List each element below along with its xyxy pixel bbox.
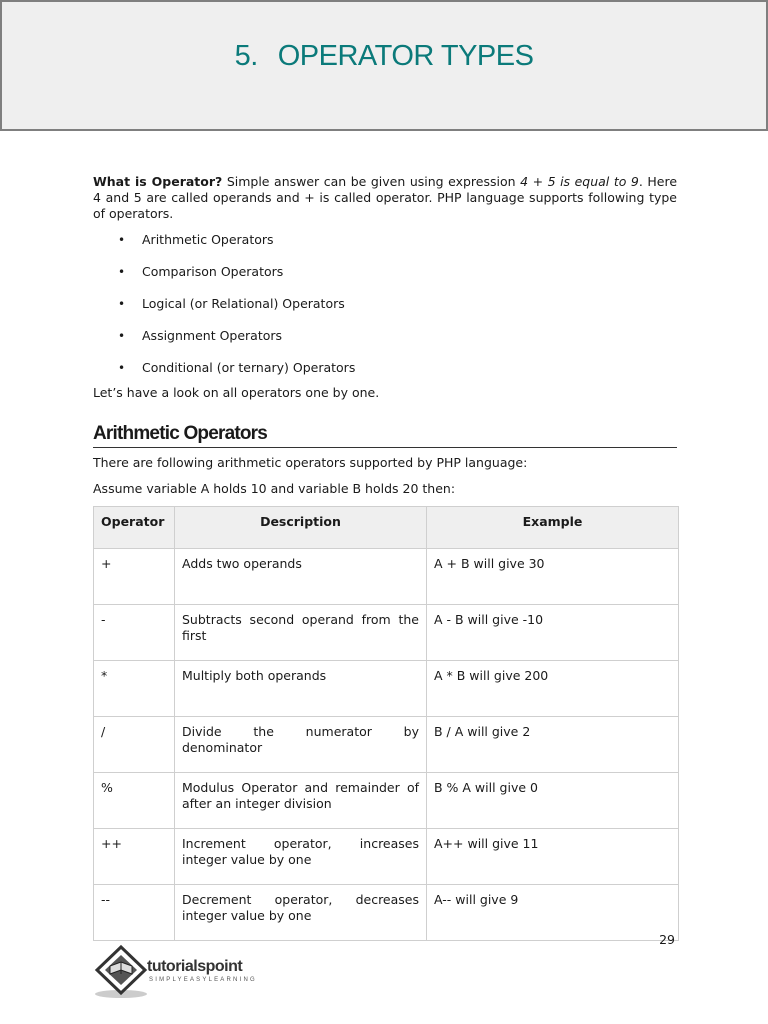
operator-cell: + bbox=[94, 549, 175, 605]
description-cell: Subtracts second operand from the first bbox=[175, 605, 427, 661]
arithmetic-operators-table bbox=[93, 506, 679, 941]
operator-cell: ++ bbox=[94, 829, 175, 885]
intro-expression: 4 + 5 is equal to 9 bbox=[520, 174, 639, 189]
column-header-description: Description bbox=[175, 507, 427, 549]
list-item-label: Comparison Operators bbox=[142, 264, 284, 279]
description-cell: Modulus Operator and remainder of after an integer division bbox=[175, 773, 427, 829]
table-row bbox=[94, 717, 679, 773]
section-paragraph-1: There are following arithmetic operators supported by PHP language: bbox=[93, 455, 528, 470]
table-header-row bbox=[94, 507, 679, 549]
bullet-icon: • bbox=[118, 297, 126, 311]
column-header-operator: Operator bbox=[94, 507, 175, 549]
list-item-label: Assignment Operators bbox=[142, 328, 283, 343]
intro-text-1: Simple answer can be given using expression bbox=[222, 174, 521, 189]
example-cell: A-- will give 9 bbox=[427, 885, 679, 941]
description-cell: Increment operator, increases integer value by one bbox=[175, 829, 427, 885]
description-cell: Adds two operands bbox=[175, 549, 427, 605]
operator-cell: -- bbox=[94, 885, 175, 941]
intro-text-2: . Here 4 and 5 are called operands and + is called operator. PHP language supports following type of operators. bbox=[93, 174, 678, 221]
logo-wordmark: tutorialspoint bbox=[147, 958, 243, 975]
example-cell: A * B will give 200 bbox=[427, 661, 679, 717]
description-cell: Decrement operator, decreases integer value by one bbox=[175, 885, 427, 941]
description-cell: Divide the numerator by denominator bbox=[175, 717, 427, 773]
column-header-example: Example bbox=[427, 507, 679, 549]
operator-cell: / bbox=[94, 717, 175, 773]
list-item bbox=[93, 232, 677, 264]
list-item bbox=[93, 296, 677, 328]
operator-cell: * bbox=[94, 661, 175, 717]
example-cell: A - B will give -10 bbox=[427, 605, 679, 661]
list-item-label: Logical (or Relational) Operators bbox=[142, 296, 345, 311]
chapter-number: 5. bbox=[234, 40, 258, 72]
book-diamond-icon bbox=[93, 944, 153, 1000]
list-item-label: Conditional (or ternary) Operators bbox=[142, 360, 356, 375]
operator-cell: - bbox=[94, 605, 175, 661]
logo-tagline: SIMPLYEASYLEARNING bbox=[149, 977, 257, 983]
table-row bbox=[94, 773, 679, 829]
section-heading: Arithmetic Operators bbox=[93, 423, 677, 448]
example-cell: B % A will give 0 bbox=[427, 773, 679, 829]
table-row bbox=[94, 829, 679, 885]
look-all-text: Let’s have a look on all operators one by one. bbox=[93, 385, 380, 400]
list-item-label: Arithmetic Operators bbox=[142, 232, 274, 247]
chapter-title bbox=[2, 40, 766, 73]
example-cell: B / A will give 2 bbox=[427, 717, 679, 773]
bullet-icon: • bbox=[118, 265, 126, 279]
bullet-icon: • bbox=[118, 361, 126, 375]
table-row bbox=[94, 661, 679, 717]
operator-cell: % bbox=[94, 773, 175, 829]
table-row bbox=[94, 885, 679, 941]
list-item bbox=[93, 328, 677, 360]
chapter-title-text: OPERATOR TYPES bbox=[277, 40, 534, 72]
section-paragraph-2: Assume variable A holds 10 and variable B holds 20 then: bbox=[93, 481, 456, 496]
description-cell: Multiply both operands bbox=[175, 661, 427, 717]
bullet-icon: • bbox=[118, 233, 126, 247]
list-item bbox=[93, 264, 677, 296]
operator-types-list bbox=[93, 232, 677, 392]
table-row bbox=[94, 605, 679, 661]
tutorialspoint-logo bbox=[93, 944, 293, 1000]
table-row bbox=[94, 549, 679, 605]
page-number: 29 bbox=[659, 932, 675, 947]
intro-paragraph bbox=[93, 174, 677, 222]
bullet-icon: • bbox=[118, 329, 126, 343]
example-cell: A++ will give 11 bbox=[427, 829, 679, 885]
chapter-header bbox=[0, 0, 768, 131]
intro-lead: What is Operator? bbox=[93, 174, 223, 189]
example-cell: A + B will give 30 bbox=[427, 549, 679, 605]
